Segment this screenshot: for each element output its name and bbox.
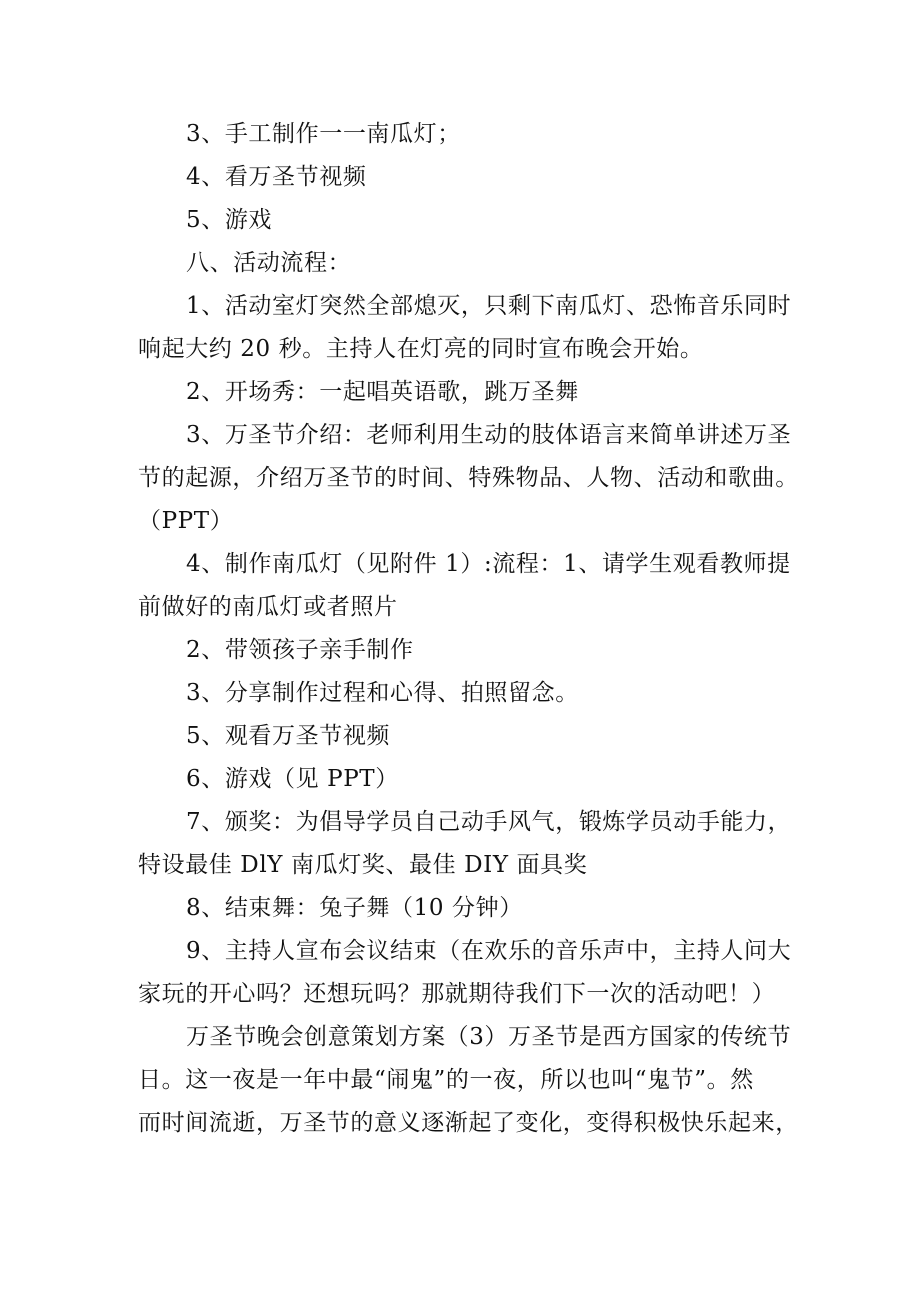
process-step-3-line-1: 3、万圣节介绍：老师利用生动的肢体语言来简单讲述万圣 [186, 422, 792, 448]
section-heading-process: 八、活动流程： [186, 250, 352, 276]
process-step-3-line-3: （PPT） [138, 508, 234, 534]
process-step-7-line-1: 7、颁奖：为倡导学员自己动手风气，锻炼学员动手能力， [186, 809, 792, 835]
process-step-8: 8、结束舞：兔子舞（10 分钟） [186, 895, 523, 921]
list-item-video: 4、看万圣节视频 [186, 164, 367, 190]
process-step-1-line-1: 1、活动室灯突然全部熄灭，只剩下南瓜灯、恐怖音乐同时 [186, 293, 792, 319]
paragraph-plan-3-line-2: 日。这一夜是一年中最“闹鬼”的一夜，所以也叫“鬼节”。然 [138, 1067, 754, 1093]
process-step-1-line-2: 响起大约 20 秒。主持人在灯亮的同时宣布晚会开始。 [138, 336, 704, 362]
document-body [138, 113, 838, 1145]
process-substep-3: 3、分享制作过程和心得、拍照留念。 [186, 680, 579, 706]
process-step-6: 6、游戏（见 PPT） [186, 766, 399, 792]
process-step-2: 2、开场秀：一起唱英语歌，跳万圣舞 [186, 379, 579, 405]
process-step-3-line-2: 节的起源，介绍万圣节的时间、特殊物品、人物、活动和歌曲。 [138, 465, 799, 491]
paragraph-plan-3-line-3: 而时间流逝，万圣节的意义逐渐起了变化，变得积极快乐起来， [138, 1110, 799, 1136]
process-step-4-line-1: 4、制作南瓜灯（见附件 1）:流程：1、请学生观看教师提 [186, 551, 791, 577]
paragraph-plan-3-line-1: 万圣节晚会创意策划方案（3）万圣节是西方国家的传统节 [186, 1024, 792, 1050]
process-step-4-line-2: 前做好的南瓜灯或者照片 [138, 594, 398, 620]
process-step-9-line-2: 家玩的开心吗？还想玩吗？那就期待我们下一次的活动吧！） [138, 981, 776, 1007]
process-substep-2: 2、带领孩子亲手制作 [186, 637, 414, 663]
list-item-game: 5、游戏 [186, 207, 273, 233]
process-step-9-line-1: 9、主持人宣布会议结束（在欢乐的音乐声中，主持人问大 [186, 938, 792, 964]
process-step-5: 5、观看万圣节视频 [186, 723, 391, 749]
process-step-7-line-2: 特设最佳 DlY 南瓜灯奖、最佳 DIY 面具奖 [138, 852, 588, 878]
list-item-handcraft: 3、手工制作一一南瓜灯； [186, 121, 461, 147]
